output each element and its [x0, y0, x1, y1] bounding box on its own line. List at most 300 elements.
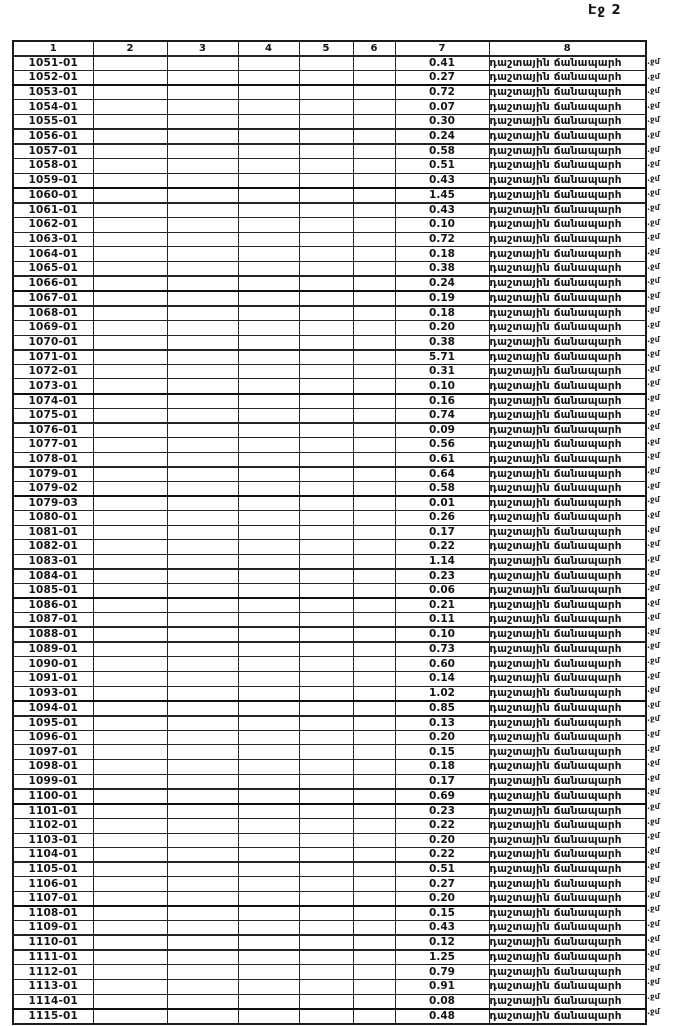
empty-cell — [93, 730, 167, 745]
empty-cell — [353, 217, 395, 232]
value-cell: 0.22 — [395, 540, 489, 555]
row-id-cell: 1096-01 — [13, 730, 93, 745]
row-id-cell: 1074-01 — [13, 394, 93, 409]
empty-cell — [167, 306, 238, 321]
empty-cell — [353, 657, 395, 672]
description-cell: դաշտային ճանապարհ — [489, 261, 646, 276]
row-id-cell: 1064-01 — [13, 247, 93, 262]
empty-cell — [353, 642, 395, 657]
row-id-cell: 1055-01 — [13, 114, 93, 129]
edge-fragment: .ջմ — [647, 582, 660, 592]
empty-cell — [93, 921, 167, 936]
table-row — [13, 554, 646, 569]
value-cell: 0.20 — [395, 321, 489, 336]
empty-cell — [167, 203, 238, 218]
table-row — [13, 56, 646, 71]
value-cell: 0.43 — [395, 203, 489, 218]
description-cell: դաշտային ճանապարհ — [489, 525, 646, 540]
value-cell: 0.72 — [395, 85, 489, 100]
empty-cell — [238, 276, 299, 291]
row-id-cell: 1063-01 — [13, 232, 93, 247]
value-cell: 0.08 — [395, 994, 489, 1009]
empty-cell — [93, 569, 167, 584]
empty-cell — [167, 730, 238, 745]
row-id-cell: 1089-01 — [13, 642, 93, 657]
row-id-cell: 1097-01 — [13, 745, 93, 760]
empty-cell — [93, 203, 167, 218]
value-cell: 0.23 — [395, 804, 489, 819]
edge-fragment: .ջմ — [647, 217, 660, 227]
empty-cell — [299, 408, 353, 423]
empty-cell — [299, 232, 353, 247]
empty-cell — [238, 217, 299, 232]
row-id-cell: 1070-01 — [13, 335, 93, 350]
description-cell: դաշտային ճանապարհ — [489, 203, 646, 218]
empty-cell — [299, 335, 353, 350]
table-row — [13, 481, 646, 496]
empty-cell — [167, 481, 238, 496]
empty-cell — [353, 481, 395, 496]
row-id-cell: 1110-01 — [13, 935, 93, 950]
empty-cell — [299, 306, 353, 321]
empty-cell — [93, 217, 167, 232]
row-id-cell: 1085-01 — [13, 584, 93, 599]
empty-cell — [93, 350, 167, 365]
empty-cell — [93, 627, 167, 642]
table-row — [13, 100, 646, 115]
edge-fragment: .ջմ — [647, 393, 660, 403]
empty-cell — [93, 760, 167, 775]
empty-cell — [238, 598, 299, 613]
empty-cell — [299, 980, 353, 995]
empty-cell — [167, 85, 238, 100]
empty-cell — [353, 408, 395, 423]
table-row — [13, 159, 646, 174]
empty-cell — [299, 71, 353, 86]
row-id-cell: 1079-01 — [13, 467, 93, 482]
empty-cell — [238, 306, 299, 321]
edge-fragment: .ջմ — [647, 787, 660, 797]
description-cell: դաշտային ճանապարհ — [489, 306, 646, 321]
empty-cell — [299, 921, 353, 936]
value-cell: 0.06 — [395, 584, 489, 599]
empty-cell — [93, 525, 167, 540]
row-id-cell: 1053-01 — [13, 85, 93, 100]
empty-cell — [353, 496, 395, 511]
table-row — [13, 877, 646, 892]
empty-cell — [299, 247, 353, 262]
description-cell: դաշտային ճանապարհ — [489, 642, 646, 657]
empty-cell — [93, 818, 167, 833]
edge-fragment: .ջմ — [647, 305, 660, 315]
empty-cell — [238, 789, 299, 804]
empty-cell — [167, 818, 238, 833]
edge-fragment: .ջմ — [647, 670, 660, 680]
table-row — [13, 921, 646, 936]
empty-cell — [299, 217, 353, 232]
edge-fragment: .ջմ — [647, 904, 660, 914]
description-cell: դաշտային ճանապարհ — [489, 144, 646, 159]
empty-cell — [167, 1009, 238, 1024]
value-cell: 0.22 — [395, 848, 489, 863]
empty-cell — [238, 745, 299, 760]
row-id-cell: 1081-01 — [13, 525, 93, 540]
empty-cell — [167, 935, 238, 950]
edge-fragment: .ջմ — [647, 612, 660, 622]
empty-cell — [167, 701, 238, 716]
empty-cell — [353, 848, 395, 863]
table-row — [13, 862, 646, 877]
empty-cell — [93, 452, 167, 467]
empty-cell — [167, 247, 238, 262]
empty-cell — [353, 569, 395, 584]
column-header-2: 2 — [93, 41, 167, 56]
empty-cell — [353, 423, 395, 438]
empty-cell — [167, 335, 238, 350]
empty-cell — [93, 276, 167, 291]
row-id-cell: 1057-01 — [13, 144, 93, 159]
empty-cell — [238, 510, 299, 525]
empty-cell — [299, 291, 353, 306]
empty-cell — [238, 379, 299, 394]
row-id-cell: 1061-01 — [13, 203, 93, 218]
description-cell: դաշտային ճանապարհ — [489, 114, 646, 129]
empty-cell — [238, 1009, 299, 1024]
description-cell: դաշտային ճանապարհ — [489, 627, 646, 642]
empty-cell — [353, 1009, 395, 1024]
empty-cell — [299, 56, 353, 71]
value-cell: 0.51 — [395, 159, 489, 174]
empty-cell — [93, 701, 167, 716]
value-cell: 0.72 — [395, 232, 489, 247]
value-cell: 0.19 — [395, 291, 489, 306]
empty-cell — [167, 232, 238, 247]
empty-cell — [353, 686, 395, 701]
empty-cell — [299, 540, 353, 555]
empty-cell — [238, 848, 299, 863]
table-row — [13, 730, 646, 745]
empty-cell — [299, 789, 353, 804]
empty-cell — [353, 745, 395, 760]
description-cell: դաշտային ճանապարհ — [489, 657, 646, 672]
empty-cell — [238, 100, 299, 115]
description-cell: դաշտային ճանապարհ — [489, 364, 646, 379]
table-row — [13, 584, 646, 599]
value-cell: 0.61 — [395, 452, 489, 467]
empty-cell — [238, 188, 299, 203]
row-id-cell: 1078-01 — [13, 452, 93, 467]
empty-cell — [299, 584, 353, 599]
row-id-cell: 1087-01 — [13, 613, 93, 628]
value-cell: 0.38 — [395, 261, 489, 276]
column-header-4: 4 — [238, 41, 299, 56]
empty-cell — [299, 848, 353, 863]
row-id-cell: 1076-01 — [13, 423, 93, 438]
empty-cell — [299, 481, 353, 496]
edge-fragment: .ջմ — [647, 232, 660, 242]
edge-fragment: .ջմ — [647, 495, 660, 505]
header-row — [13, 41, 646, 56]
empty-cell — [93, 540, 167, 555]
description-cell: դաշտային ճանապարհ — [489, 686, 646, 701]
empty-cell — [167, 437, 238, 452]
empty-cell — [167, 71, 238, 86]
empty-cell — [93, 173, 167, 188]
empty-cell — [299, 877, 353, 892]
table-row — [13, 833, 646, 848]
empty-cell — [299, 598, 353, 613]
description-cell: դաշտային ճանապարհ — [489, 554, 646, 569]
value-cell: 0.24 — [395, 276, 489, 291]
value-cell: 0.58 — [395, 481, 489, 496]
empty-cell — [93, 306, 167, 321]
description-cell: դաշտային ճանապարհ — [489, 1009, 646, 1024]
empty-cell — [93, 862, 167, 877]
empty-cell — [299, 891, 353, 906]
empty-cell — [238, 129, 299, 144]
row-id-cell: 1108-01 — [13, 906, 93, 921]
empty-cell — [238, 496, 299, 511]
empty-cell — [93, 261, 167, 276]
empty-cell — [299, 950, 353, 965]
empty-cell — [238, 657, 299, 672]
empty-cell — [353, 335, 395, 350]
description-cell: դաշտային ճանապարհ — [489, 335, 646, 350]
table-row — [13, 701, 646, 716]
empty-cell — [299, 276, 353, 291]
value-cell: 0.69 — [395, 789, 489, 804]
table-row — [13, 980, 646, 995]
empty-cell — [353, 350, 395, 365]
empty-cell — [299, 452, 353, 467]
empty-cell — [238, 877, 299, 892]
value-cell: 0.48 — [395, 1009, 489, 1024]
row-id-cell: 1079-02 — [13, 481, 93, 496]
description-cell: դաշտային ճանապարհ — [489, 496, 646, 511]
empty-cell — [299, 745, 353, 760]
value-cell: 0.30 — [395, 114, 489, 129]
empty-cell — [167, 452, 238, 467]
table-row — [13, 129, 646, 144]
row-id-cell: 1071-01 — [13, 350, 93, 365]
empty-cell — [299, 394, 353, 409]
empty-cell — [353, 598, 395, 613]
empty-cell — [238, 481, 299, 496]
empty-cell — [238, 716, 299, 731]
value-cell: 0.56 — [395, 437, 489, 452]
description-cell: դաշտային ճանապարհ — [489, 965, 646, 980]
description-cell: դաշտային ճանապարհ — [489, 510, 646, 525]
empty-cell — [167, 686, 238, 701]
empty-cell — [238, 774, 299, 789]
empty-cell — [93, 100, 167, 115]
table-row — [13, 306, 646, 321]
empty-cell — [238, 56, 299, 71]
edge-fragment: .ջմ — [647, 816, 660, 826]
description-cell: դաշտային ճանապարհ — [489, 100, 646, 115]
description-cell: դաշտային ճանապարհ — [489, 159, 646, 174]
empty-cell — [167, 642, 238, 657]
empty-cell — [238, 613, 299, 628]
row-id-cell: 1103-01 — [13, 833, 93, 848]
value-cell: 0.79 — [395, 965, 489, 980]
value-cell: 0.18 — [395, 247, 489, 262]
table-body — [13, 56, 646, 1024]
value-cell: 0.41 — [395, 56, 489, 71]
row-id-cell: 1052-01 — [13, 71, 93, 86]
value-cell: 0.10 — [395, 627, 489, 642]
empty-cell — [299, 364, 353, 379]
empty-cell — [93, 159, 167, 174]
empty-cell — [93, 745, 167, 760]
empty-cell — [93, 423, 167, 438]
column-header-6: 6 — [353, 41, 395, 56]
edge-fragment: .ջմ — [647, 100, 660, 110]
row-id-cell: 1093-01 — [13, 686, 93, 701]
table-row — [13, 789, 646, 804]
description-cell: դաշտային ճանապարհ — [489, 862, 646, 877]
empty-cell — [167, 408, 238, 423]
empty-cell — [167, 598, 238, 613]
empty-cell — [167, 848, 238, 863]
row-id-cell: 1112-01 — [13, 965, 93, 980]
table-row — [13, 364, 646, 379]
edge-fragment: .ջմ — [647, 378, 660, 388]
description-cell: դաշտային ճանապարհ — [489, 217, 646, 232]
value-cell: 0.43 — [395, 173, 489, 188]
empty-cell — [353, 379, 395, 394]
description-cell: դաշտային ճանապարհ — [489, 598, 646, 613]
empty-cell — [93, 613, 167, 628]
empty-cell — [353, 950, 395, 965]
empty-cell — [93, 394, 167, 409]
empty-cell — [93, 335, 167, 350]
empty-cell — [167, 906, 238, 921]
table-row — [13, 774, 646, 789]
empty-cell — [353, 701, 395, 716]
table-row — [13, 848, 646, 863]
empty-cell — [238, 686, 299, 701]
description-cell: դաշտային ճանապարհ — [489, 481, 646, 496]
description-cell: դաշտային ճանապարհ — [489, 935, 646, 950]
edge-fragment: .ջմ — [647, 173, 660, 183]
empty-cell — [299, 129, 353, 144]
empty-cell — [353, 159, 395, 174]
empty-cell — [353, 789, 395, 804]
empty-cell — [299, 437, 353, 452]
description-cell: դաշտային ճանապարհ — [489, 906, 646, 921]
empty-cell — [299, 100, 353, 115]
empty-cell — [167, 891, 238, 906]
edge-fragment: .ջմ — [647, 699, 660, 709]
value-cell: 0.20 — [395, 833, 489, 848]
empty-cell — [93, 672, 167, 687]
empty-cell — [93, 291, 167, 306]
table-row — [13, 276, 646, 291]
empty-cell — [353, 716, 395, 731]
table-row — [13, 232, 646, 247]
row-id-cell: 1094-01 — [13, 701, 93, 716]
column-header-3: 3 — [167, 41, 238, 56]
empty-cell — [167, 144, 238, 159]
edge-fragment: .ջմ — [647, 524, 660, 534]
row-id-cell: 1114-01 — [13, 994, 93, 1009]
edge-fragment: .ջմ — [647, 772, 660, 782]
empty-cell — [238, 452, 299, 467]
edge-fragment: .ջմ — [647, 568, 660, 578]
empty-cell — [93, 965, 167, 980]
empty-cell — [238, 321, 299, 336]
empty-cell — [238, 891, 299, 906]
empty-cell — [299, 642, 353, 657]
empty-cell — [167, 716, 238, 731]
row-id-cell: 1099-01 — [13, 774, 93, 789]
column-header-8: 8 — [489, 41, 646, 56]
empty-cell — [93, 994, 167, 1009]
row-id-cell: 1090-01 — [13, 657, 93, 672]
empty-cell — [299, 833, 353, 848]
empty-cell — [299, 730, 353, 745]
description-cell: դաշտային ճանապարհ — [489, 423, 646, 438]
table-row — [13, 452, 646, 467]
empty-cell — [299, 554, 353, 569]
empty-cell — [167, 950, 238, 965]
edge-fragment: .ջմ — [647, 918, 660, 928]
empty-cell — [353, 760, 395, 775]
empty-cell — [353, 203, 395, 218]
row-id-cell: 1105-01 — [13, 862, 93, 877]
empty-cell — [167, 921, 238, 936]
edge-fragment: .ջմ — [647, 436, 660, 446]
value-cell: 0.09 — [395, 423, 489, 438]
row-id-cell: 1113-01 — [13, 980, 93, 995]
description-cell: դաշտային ճանապարհ — [489, 584, 646, 599]
table-row — [13, 379, 646, 394]
edge-fragment: .ջմ — [647, 509, 660, 519]
description-cell: դաշտային ճանապարհ — [489, 452, 646, 467]
edge-fragment: .ջմ — [647, 875, 660, 885]
edge-fragment: .ջմ — [647, 203, 660, 213]
empty-cell — [353, 129, 395, 144]
empty-cell — [353, 247, 395, 262]
edge-fragment: .ջմ — [647, 480, 660, 490]
row-id-cell: 1084-01 — [13, 569, 93, 584]
edge-fragment: .ջմ — [647, 977, 660, 987]
empty-cell — [167, 188, 238, 203]
empty-cell — [299, 862, 353, 877]
table-row — [13, 965, 646, 980]
empty-cell — [167, 291, 238, 306]
empty-cell — [353, 467, 395, 482]
empty-cell — [299, 774, 353, 789]
empty-cell — [93, 247, 167, 262]
edge-fragment: .ջմ — [647, 290, 660, 300]
value-cell: 0.60 — [395, 657, 489, 672]
description-cell: դաշտային ճանապարհ — [489, 232, 646, 247]
empty-cell — [167, 627, 238, 642]
empty-cell — [353, 394, 395, 409]
empty-cell — [299, 467, 353, 482]
empty-cell — [238, 203, 299, 218]
data-table — [12, 40, 647, 1025]
empty-cell — [93, 321, 167, 336]
description-cell: դաշտային ճանապարհ — [489, 71, 646, 86]
empty-cell — [93, 510, 167, 525]
empty-cell — [299, 818, 353, 833]
row-id-cell: 1065-01 — [13, 261, 93, 276]
table-row — [13, 686, 646, 701]
empty-cell — [167, 467, 238, 482]
